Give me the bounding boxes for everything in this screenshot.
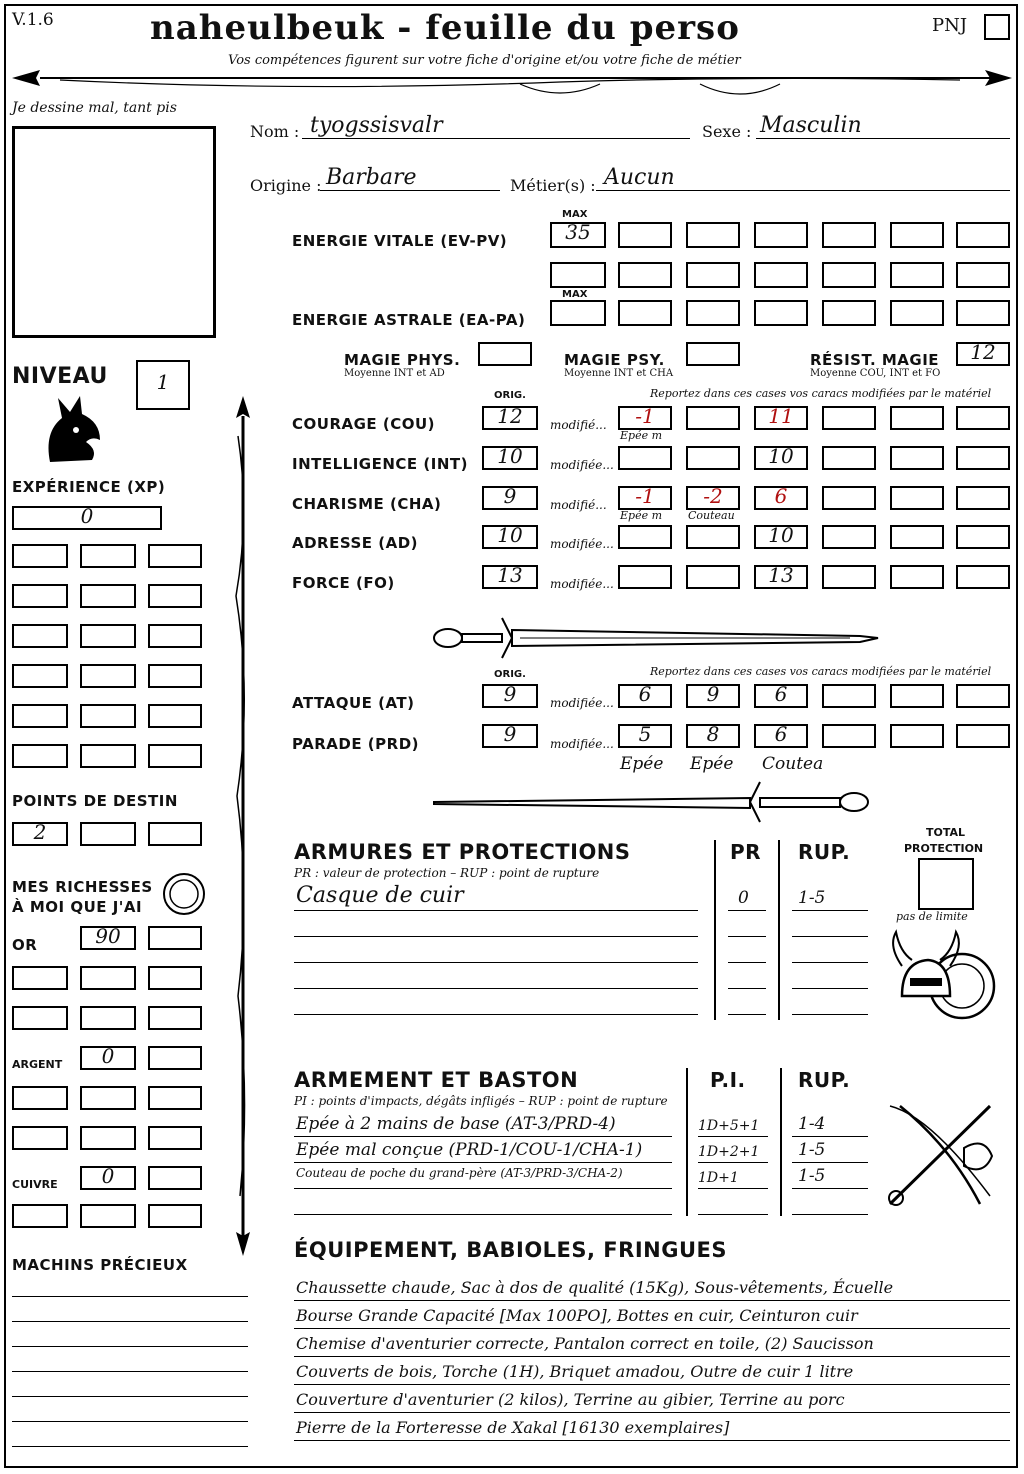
stat-mod-box[interactable] <box>956 446 1010 470</box>
xp-grid-box[interactable] <box>12 544 68 568</box>
ev-box[interactable] <box>754 222 808 248</box>
attaque-orig-box[interactable]: 9 <box>482 684 538 708</box>
xp-grid-box[interactable] <box>148 744 202 768</box>
origine-line <box>320 190 500 191</box>
ea-box[interactable] <box>822 300 876 326</box>
sword-icon <box>430 612 880 662</box>
machins-line[interactable] <box>12 1421 248 1422</box>
stat-modifie-label: modifiée... <box>550 577 614 591</box>
metier-value[interactable]: Aucun <box>604 165 675 190</box>
weapon-rup-line[interactable] <box>792 1162 868 1163</box>
money-box[interactable] <box>12 1204 68 1228</box>
resist-magie-label: RÉSIST. MAGIE <box>810 351 940 369</box>
xp-grid-box[interactable] <box>80 704 136 728</box>
ev-box[interactable] <box>822 262 876 288</box>
stat-mod-box[interactable]: 10 <box>754 446 808 470</box>
weapon-pi-line[interactable] <box>698 1214 768 1215</box>
ea-label: ENERGIE ASTRALE (EA-PA) <box>292 311 526 329</box>
weapon-pi-line[interactable] <box>698 1188 768 1189</box>
stat-mod-box[interactable]: -1 <box>618 406 672 430</box>
armor-pr-line[interactable] <box>728 1014 766 1015</box>
weapon-pi[interactable]: 1D+2+1 <box>698 1144 760 1160</box>
stat-mod-box[interactable] <box>956 525 1010 549</box>
money-box[interactable] <box>80 966 136 990</box>
armor-pr-header: PR <box>730 840 762 864</box>
sexe-line <box>756 138 1010 139</box>
money-box[interactable] <box>148 966 202 990</box>
money-box[interactable] <box>80 1086 136 1110</box>
argent-box[interactable]: 0 <box>80 1046 136 1070</box>
money-box[interactable] <box>12 1126 68 1150</box>
magie-psy-box[interactable] <box>686 342 740 366</box>
stat-label: COURAGE (COU) <box>292 415 436 433</box>
armor-title: ARMURES ET PROTECTIONS <box>294 840 631 864</box>
metier-label: Métier(s) : <box>510 176 596 195</box>
machins-line[interactable] <box>12 1396 248 1397</box>
stat-orig-box[interactable]: 13 <box>482 565 538 589</box>
equipment-title: ÉQUIPEMENT, BABIOLES, FRINGUES <box>294 1238 727 1262</box>
money-box[interactable] <box>148 1126 202 1150</box>
equipment-text[interactable]: Chaussette chaude, Sac à dos de qualité (15Kg), Sous-vêtements, Écuelle <box>296 1278 894 1297</box>
page-subtitle: Vos compétences figurent sur votre fiche d'origine et/ou votre fiche de métier <box>228 53 741 68</box>
stat-label: CHARISME (CHA) <box>292 495 442 513</box>
equipment-line[interactable] <box>294 1300 1010 1301</box>
money-box[interactable] <box>148 1046 202 1070</box>
stat-mod-box[interactable]: -1 <box>618 486 672 510</box>
magie-psy-label: MAGIE PSY. <box>564 351 665 369</box>
parade-mod-box[interactable]: 8 <box>686 724 740 748</box>
equipment-text[interactable]: Chemise d'aventurier correcte, Pantalon correct en toile, (2) Saucisson <box>296 1334 874 1353</box>
money-box[interactable] <box>80 1006 136 1030</box>
attaque-mod-box[interactable] <box>890 684 944 708</box>
money-box[interactable] <box>148 1006 202 1030</box>
weapon-line[interactable] <box>294 1214 672 1215</box>
ea-max-box[interactable] <box>550 300 606 326</box>
money-box[interactable] <box>148 1086 202 1110</box>
armor-hint: PR : valeur de protection – RUP : point de rupture <box>294 866 600 880</box>
xp-grid-box[interactable] <box>148 624 202 648</box>
coin-icon <box>162 872 206 916</box>
weapons-hint: PI : points d'impacts, dégâts infligés – RUP : point de rupture <box>294 1094 668 1108</box>
destin-label: POINTS DE DESTIN <box>12 792 178 810</box>
or-box[interactable]: 90 <box>80 926 136 950</box>
ev-box[interactable] <box>956 222 1010 248</box>
portrait-box[interactable] <box>12 126 216 338</box>
magie-phys-label: MAGIE PHYS. <box>344 351 461 369</box>
weapon-rup[interactable]: 1-5 <box>798 1140 826 1160</box>
equipment-line[interactable] <box>294 1440 1010 1441</box>
stat-mod-box[interactable]: 10 <box>754 525 808 549</box>
nom-value[interactable]: tyogssisvalr <box>310 113 443 138</box>
stat-mod-box[interactable] <box>890 565 944 589</box>
machins-line[interactable] <box>12 1346 248 1347</box>
stat-mod-box[interactable] <box>822 486 876 510</box>
stat-orig-box[interactable]: 10 <box>482 525 538 549</box>
attaque-label: ATTAQUE (AT) <box>292 694 415 712</box>
ev-max-box[interactable]: 35 <box>550 222 606 248</box>
sword-icon <box>430 780 880 826</box>
armor-rup-line[interactable] <box>792 1014 868 1015</box>
stat-mod-box[interactable]: 13 <box>754 565 808 589</box>
attaque-mod-box[interactable]: 9 <box>686 684 740 708</box>
stat-mod-box[interactable]: 11 <box>754 406 808 430</box>
weapon-line[interactable] <box>294 1136 672 1137</box>
xp-grid-box[interactable] <box>12 624 68 648</box>
xp-box[interactable]: 0 <box>12 506 162 530</box>
xp-label: EXPÉRIENCE (XP) <box>12 478 166 496</box>
destin-box[interactable] <box>148 822 202 846</box>
parade-mod-box[interactable] <box>890 724 944 748</box>
total-protection-label-2: PROTECTION <box>904 842 984 855</box>
combat-orig-label: ORIG. <box>494 669 526 680</box>
xp-grid-box[interactable] <box>12 744 68 768</box>
money-box[interactable] <box>148 1166 202 1190</box>
page-title: naheulbeuk - feuille du perso <box>150 8 740 48</box>
armor-pr-line[interactable] <box>728 962 766 963</box>
weapon-rup-line[interactable] <box>792 1214 868 1215</box>
stat-mod-box[interactable] <box>686 525 740 549</box>
total-protection-box[interactable] <box>918 858 974 910</box>
weapon-rup-line[interactable] <box>792 1188 868 1189</box>
weapon-pi[interactable]: 1D+1 <box>698 1170 739 1186</box>
richesses-label: MES RICHESSES <box>12 878 153 896</box>
weapon-name[interactable]: Epée mal conçue (PRD-1/COU-1/CHA-1) <box>296 1140 643 1160</box>
stat-modifie-label: modifié... <box>550 418 607 432</box>
stats-orig-label: ORIG. <box>494 390 526 401</box>
destin-box[interactable]: 2 <box>12 822 68 846</box>
nom-label: Nom : <box>250 122 300 141</box>
ea-box[interactable] <box>686 300 740 326</box>
money-box[interactable] <box>12 1006 68 1030</box>
stat-mod-box[interactable] <box>956 406 1010 430</box>
stat-label: INTELLIGENCE (INT) <box>292 455 468 473</box>
weapon-pi-line[interactable] <box>698 1162 768 1163</box>
armor-name[interactable]: Casque de cuir <box>296 883 464 908</box>
machins-line[interactable] <box>12 1296 248 1297</box>
stat-mod-note: Epée m <box>620 509 663 522</box>
equipment-line[interactable] <box>294 1328 1010 1329</box>
attaque-mod-box[interactable]: 6 <box>754 684 808 708</box>
ev-box[interactable] <box>956 262 1010 288</box>
armor-pr-line[interactable] <box>728 910 766 911</box>
armor-rup-line[interactable] <box>792 910 868 911</box>
resist-magie-hint: Moyenne COU, INT et FO <box>810 368 941 379</box>
dragon-icon <box>40 392 104 464</box>
armor-pr-line[interactable] <box>728 988 766 989</box>
stat-mod-box[interactable] <box>890 446 944 470</box>
weapon-rup[interactable]: 1-5 <box>798 1166 826 1186</box>
money-box[interactable] <box>80 1126 136 1150</box>
weapon-rup-line[interactable] <box>792 1136 868 1137</box>
armor-line[interactable] <box>294 936 698 937</box>
parade-mod-box[interactable] <box>822 724 876 748</box>
origine-value[interactable]: Barbare <box>326 165 417 190</box>
weapons-divider <box>780 1068 782 1216</box>
weapons-pi-header: P.I. <box>710 1068 746 1092</box>
weapon-pi[interactable]: 1D+5+1 <box>698 1118 760 1134</box>
magie-phys-hint: Moyenne INT et AD <box>344 368 445 379</box>
stat-orig-box[interactable]: 12 <box>482 406 538 430</box>
ev-box[interactable] <box>754 262 808 288</box>
xp-grid-box[interactable] <box>12 664 68 688</box>
metier-line <box>596 190 1010 191</box>
attaque-modifiee-label: modifiée... <box>550 696 614 710</box>
parade-modifiee-label: modifiée... <box>550 737 614 751</box>
armor-rup-line[interactable] <box>792 988 868 989</box>
xp-grid-box[interactable] <box>148 544 202 568</box>
armor-pr-line[interactable] <box>728 936 766 937</box>
xp-grid-box[interactable] <box>148 664 202 688</box>
destin-box[interactable] <box>80 822 136 846</box>
stat-modifie-label: modifiée... <box>550 458 614 472</box>
niveau-box[interactable]: 1 <box>136 360 190 410</box>
equipment-line[interactable] <box>294 1356 1010 1357</box>
ev-box[interactable] <box>822 222 876 248</box>
machins-line[interactable] <box>12 1321 248 1322</box>
stat-mod-box[interactable] <box>686 565 740 589</box>
money-box[interactable] <box>148 1204 202 1228</box>
ev-box[interactable] <box>550 262 606 288</box>
stat-modifie-label: modifié... <box>550 498 607 512</box>
parade-mod-box[interactable]: 5 <box>618 724 672 748</box>
parade-mod-box[interactable] <box>956 724 1010 748</box>
xp-grid-box[interactable] <box>80 544 136 568</box>
ea-box[interactable] <box>618 300 672 326</box>
ev-box[interactable] <box>686 262 740 288</box>
stat-mod-box[interactable] <box>956 565 1010 589</box>
stat-mod-note: Couteau <box>688 509 735 522</box>
combat-report-note: Reportez dans ces cases vos caracs modifiées par le matériel <box>650 665 992 678</box>
machins-line[interactable] <box>12 1371 248 1372</box>
richesses-label-2: À MOI QUE J'AI <box>12 898 143 916</box>
machins-line[interactable] <box>12 1446 248 1447</box>
stat-mod-box[interactable] <box>822 525 876 549</box>
stat-mod-box[interactable] <box>618 565 672 589</box>
cuivre-label: CUIVRE <box>12 1178 58 1191</box>
weapons-title: ARMEMENT ET BASTON <box>294 1068 579 1092</box>
stat-label: ADRESSE (AD) <box>292 534 419 552</box>
stat-mod-box[interactable] <box>686 446 740 470</box>
stat-mod-box[interactable] <box>822 565 876 589</box>
xp-grid-box[interactable] <box>80 624 136 648</box>
ev-box[interactable] <box>686 222 740 248</box>
limit-note: pas de limite <box>896 910 968 923</box>
niveau-label: NIVEAU <box>12 364 108 389</box>
stat-mod-box[interactable] <box>618 446 672 470</box>
armor-pr[interactable]: 0 <box>738 888 749 908</box>
ea-box[interactable] <box>956 300 1010 326</box>
or-label: OR <box>12 936 38 954</box>
equipment-text[interactable]: Couverture d'aventurier (2 kilos), Terrine au gibier, Terrine au porc <box>296 1390 845 1409</box>
attaque-mod-box[interactable] <box>822 684 876 708</box>
parade-label: PARADE (PRD) <box>292 735 420 753</box>
parade-mod-box[interactable]: 6 <box>754 724 808 748</box>
xp-grid-box[interactable] <box>12 584 68 608</box>
xp-grid-box[interactable] <box>12 704 68 728</box>
portrait-caption: Je dessine mal, tant pis <box>12 100 177 116</box>
version-label: V.1.6 <box>12 10 54 30</box>
attaque-mod-box[interactable]: 6 <box>618 684 672 708</box>
armor-rup-line[interactable] <box>792 936 868 937</box>
nom-line <box>302 138 690 139</box>
xp-grid-box[interactable] <box>80 744 136 768</box>
armor-line[interactable] <box>294 988 698 989</box>
resist-magie-box[interactable]: 12 <box>956 342 1010 366</box>
ea-max-label: MAX <box>562 289 588 300</box>
ea-box[interactable] <box>890 300 944 326</box>
stat-mod-box[interactable] <box>822 406 876 430</box>
money-box[interactable] <box>80 1204 136 1228</box>
stat-mod-box[interactable] <box>890 406 944 430</box>
xp-grid-box[interactable] <box>80 584 136 608</box>
ev-max-label: MAX <box>562 209 588 220</box>
sexe-label: Sexe : <box>702 122 752 141</box>
armor-line[interactable] <box>294 962 698 963</box>
equipment-text[interactable]: Couverts de bois, Torche (1H), Briquet amadou, Outre de cuir 1 litre <box>296 1362 854 1381</box>
armor-rup-line[interactable] <box>792 962 868 963</box>
weapon-rup[interactable]: 1-4 <box>798 1114 826 1134</box>
weapon-line[interactable] <box>294 1188 672 1189</box>
machins-label: MACHINS PRÉCIEUX <box>12 1256 188 1274</box>
stat-mod-box[interactable] <box>822 446 876 470</box>
equipment-text[interactable]: Bourse Grande Capacité [Max 100PO], Bottes en cuir, Ceinturon cuir <box>296 1306 858 1325</box>
stat-modifie-label: modifiée... <box>550 537 614 551</box>
stats-report-note: Reportez dans ces cases vos caracs modifiées par le matériel <box>650 387 992 400</box>
armor-divider <box>714 840 716 1020</box>
stat-mod-box[interactable] <box>956 486 1010 510</box>
xp-grid-box[interactable] <box>80 664 136 688</box>
stat-mod-box[interactable]: 6 <box>754 486 808 510</box>
attaque-mod-box[interactable] <box>956 684 1010 708</box>
stat-mod-box[interactable] <box>618 525 672 549</box>
ev-label: ENERGIE VITALE (EV-PV) <box>292 232 508 250</box>
magie-phys-box[interactable] <box>478 342 532 366</box>
money-box[interactable] <box>12 966 68 990</box>
stat-mod-box[interactable] <box>890 525 944 549</box>
armor-divider <box>778 840 780 1020</box>
ea-box[interactable] <box>754 300 808 326</box>
origine-label: Origine : <box>250 176 322 195</box>
xp-grid-box[interactable] <box>148 704 202 728</box>
money-box[interactable] <box>12 1086 68 1110</box>
stat-mod-box[interactable]: -2 <box>686 486 740 510</box>
stat-orig-box[interactable]: 10 <box>482 446 538 470</box>
spear-divider-icon <box>0 0 1024 110</box>
weapon-name[interactable]: Couteau de poche du grand-père (AT-3/PRD-3/CHA-2) <box>296 1166 623 1180</box>
equipment-line[interactable] <box>294 1412 1010 1413</box>
weapons-divider <box>686 1068 688 1216</box>
money-box[interactable]: 0 <box>80 1166 136 1190</box>
ev-box[interactable] <box>890 262 944 288</box>
ev-box[interactable] <box>618 262 672 288</box>
armor-rup-header: RUP. <box>798 840 851 864</box>
weapon-pi-line[interactable] <box>698 1136 768 1137</box>
or-box[interactable] <box>148 926 202 950</box>
stat-mod-box[interactable] <box>686 406 740 430</box>
stat-orig-box[interactable]: 9 <box>482 486 538 510</box>
weapon-note-1: Epée <box>620 754 664 774</box>
weapons-rup-header: RUP. <box>798 1068 851 1092</box>
total-protection-label: TOTAL <box>926 826 966 839</box>
xp-grid-box[interactable] <box>148 584 202 608</box>
parade-orig-box[interactable]: 9 <box>482 724 538 748</box>
armor-line[interactable] <box>294 910 698 911</box>
weapon-note-3: Coutea <box>762 754 824 774</box>
equipment-text[interactable]: Pierre de la Forteresse de Xakal [16130 exemplaires] <box>296 1418 730 1437</box>
stat-mod-note: Epée m <box>620 429 663 442</box>
stat-mod-box[interactable] <box>890 486 944 510</box>
crossed-weapons-icon <box>880 1096 1010 1212</box>
helmet-shield-icon <box>888 926 998 1036</box>
weapon-line[interactable] <box>294 1162 672 1163</box>
armor-rup[interactable]: 1-5 <box>798 888 826 908</box>
pnj-label: PNJ <box>932 15 968 36</box>
stat-label: FORCE (FO) <box>292 574 395 592</box>
ev-box[interactable] <box>890 222 944 248</box>
sexe-value[interactable]: Masculin <box>760 113 862 138</box>
magie-psy-hint: Moyenne INT et CHA <box>564 368 674 379</box>
weapon-name[interactable]: Epée à 2 mains de base (AT-3/PRD-4) <box>296 1114 616 1134</box>
equipment-line[interactable] <box>294 1384 1010 1385</box>
argent-label: ARGENT <box>12 1058 63 1071</box>
weapon-note-2: Epée <box>690 754 734 774</box>
ev-box[interactable] <box>618 222 672 248</box>
armor-line[interactable] <box>294 1014 698 1015</box>
staff-icon <box>228 396 258 1256</box>
